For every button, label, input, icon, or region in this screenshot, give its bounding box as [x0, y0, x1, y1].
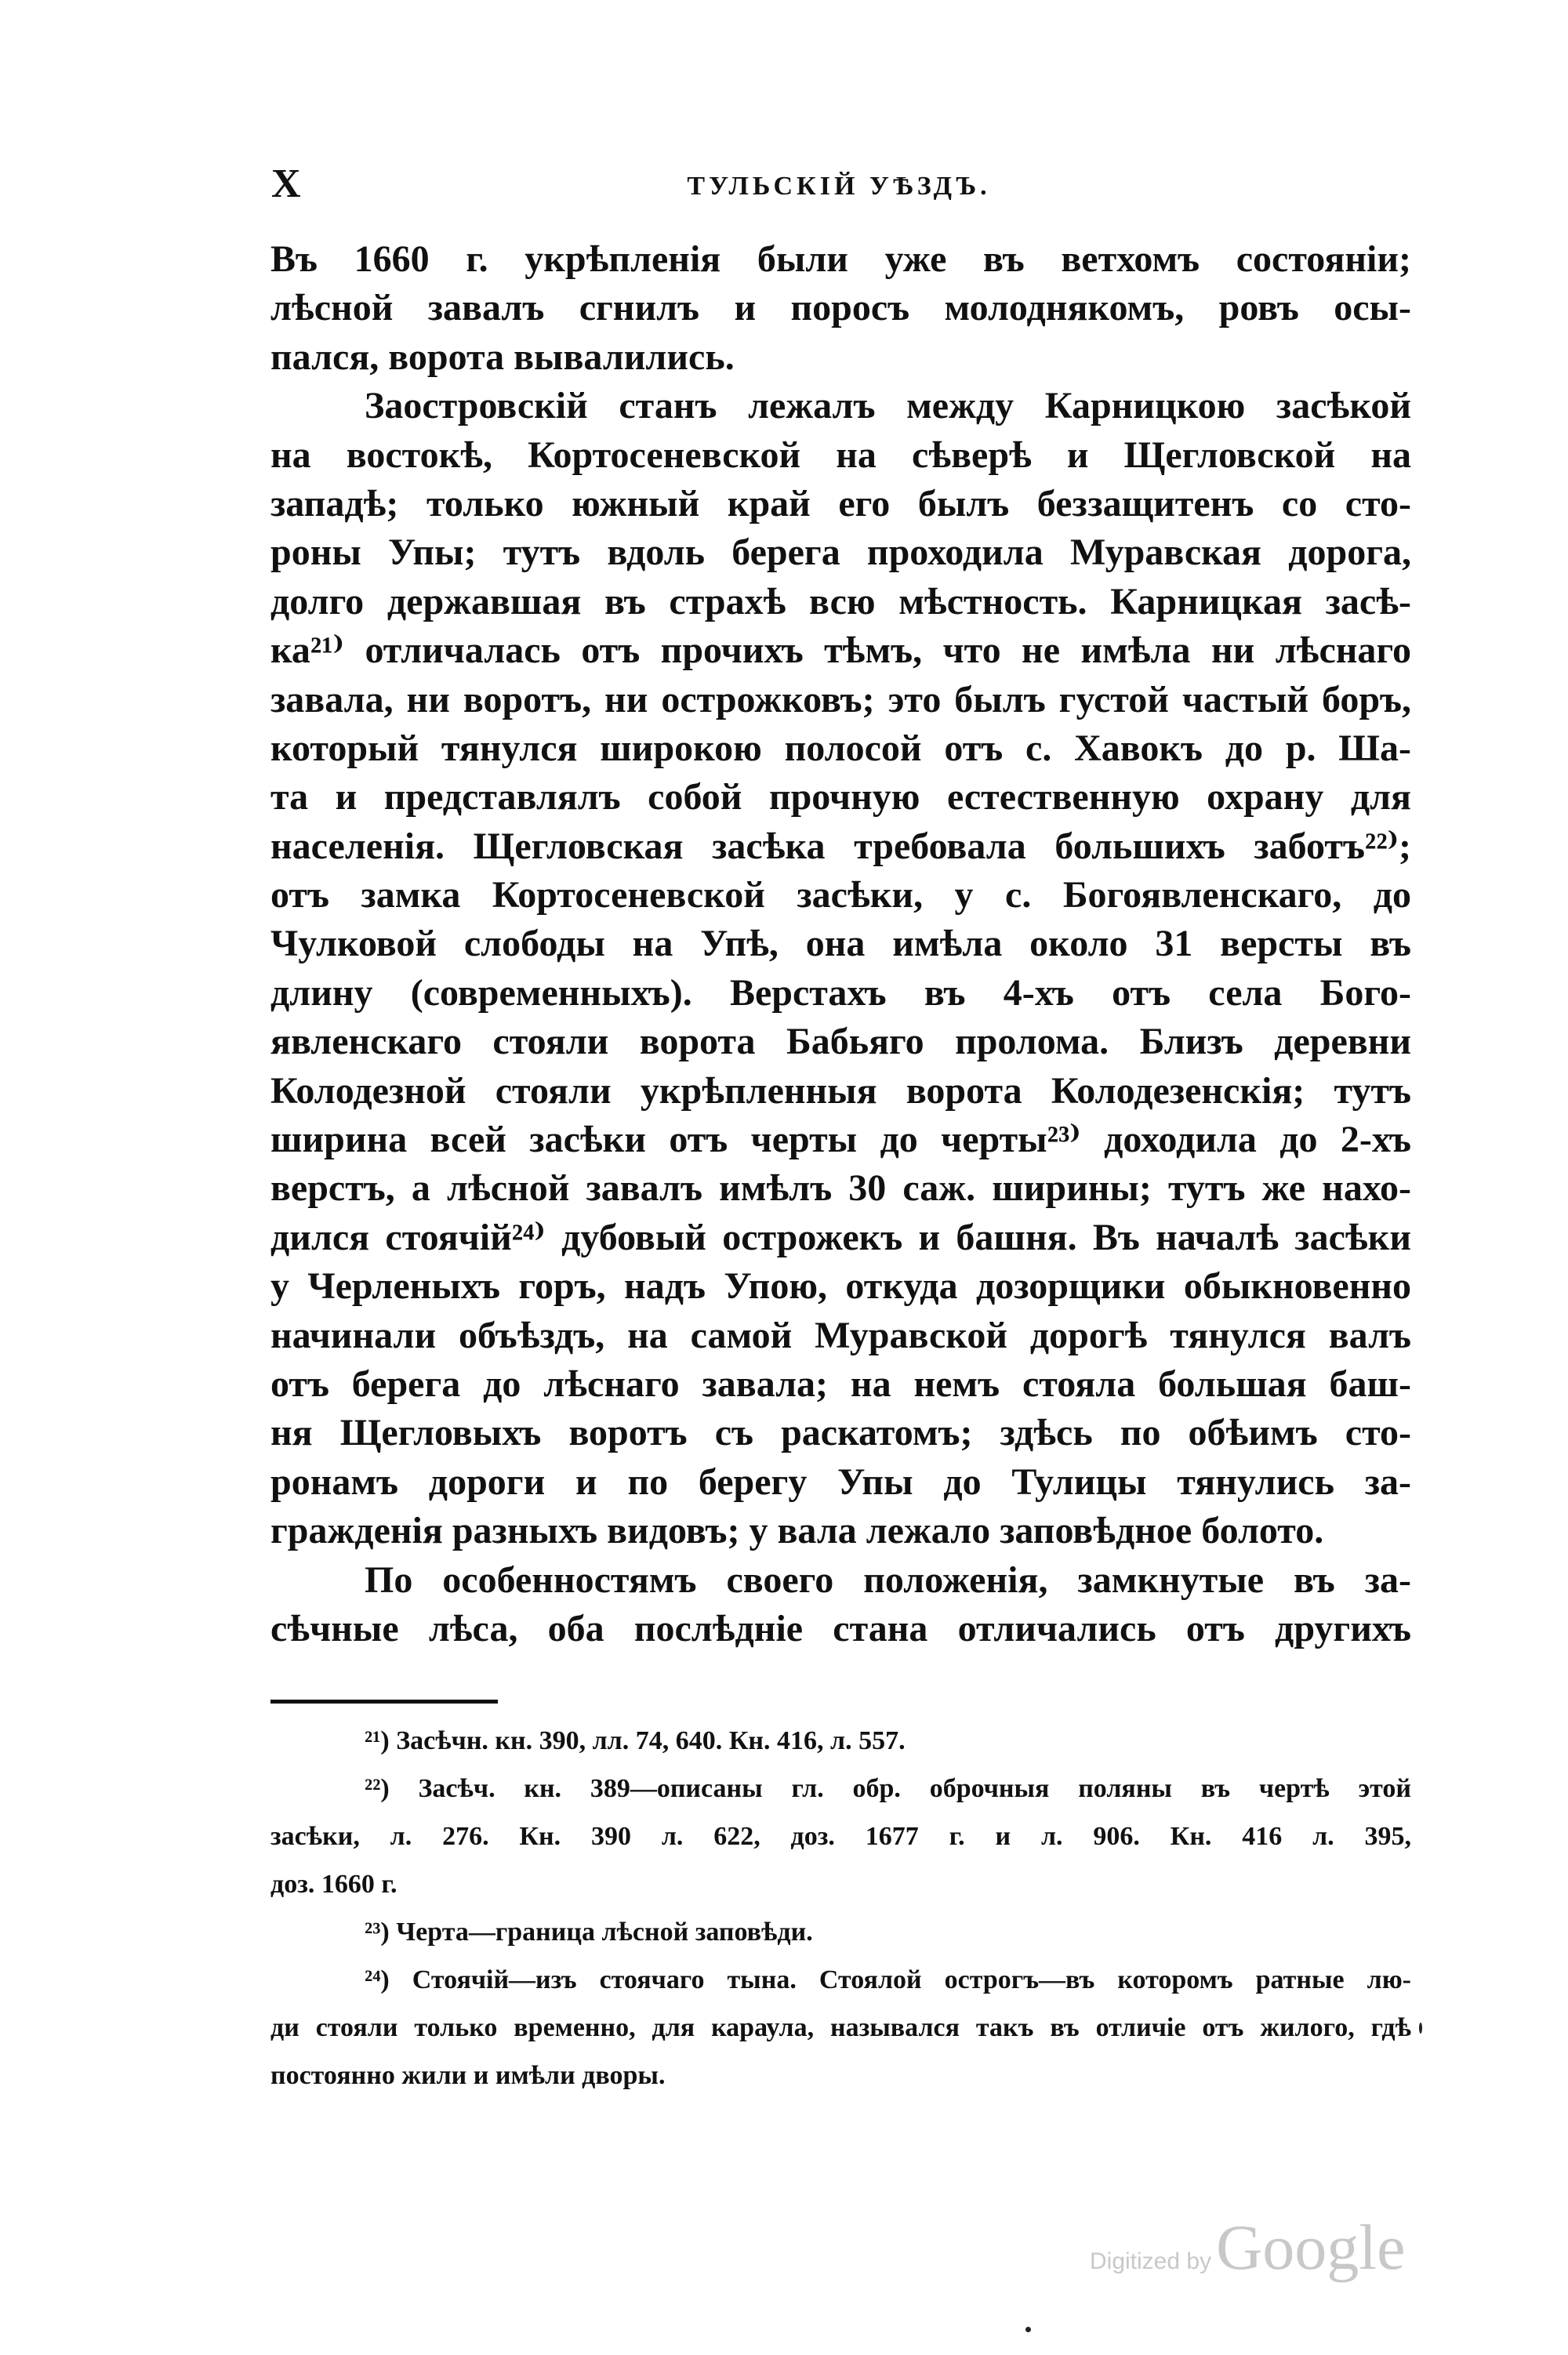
text-line: длину (современныхъ). Верстахъ въ 4-хъ отъ села Бого-	[270, 971, 1411, 1014]
watermark-prefix: Digitized by	[1090, 2248, 1212, 2274]
text-line: отъ берега до лѣснаго завала; на немъ стояла большая баш-	[270, 1363, 1411, 1405]
footnote-rule	[270, 1700, 498, 1704]
footnote-line: ²¹) Засѣчн. кн. 390, лл. 74, 640. Кн. 416, л. 557.	[365, 1726, 906, 1755]
text-line: По особенностямъ своего положенія, замкнутые въ за-	[365, 1559, 1411, 1601]
body-text	[270, 235, 1411, 1653]
text-line: пался, ворота вывалились.	[270, 336, 735, 378]
text-line: дился стоячій²⁴⁾ дубовый острожекъ и башня. Въ началѣ засѣки	[270, 1216, 1411, 1258]
text-line: гражденія разныхъ видовъ; у вала лежало заповѣдное болото.	[270, 1510, 1324, 1552]
digitized-watermark	[1090, 2211, 1419, 2289]
text-line: начинали объѣздъ, на самой Муравской дорогѣ тянулся валъ	[270, 1314, 1411, 1356]
ink-speck	[1419, 2023, 1422, 2034]
text-line: Чулковой слободы на Упѣ, она имѣла около 31 версты въ	[270, 923, 1411, 965]
text-line: на востокѣ, Кортосеневской на сѣверѣ и Щегловской на	[270, 434, 1411, 476]
text-line: завала, ни воротъ, ни острожковъ; это былъ густой частый боръ,	[270, 678, 1411, 720]
text-line: который тянулся широкою полосой отъ с. Хавокъ до р. Ша-	[270, 727, 1411, 769]
text-line: роны Упы; тутъ вдоль берега проходила Муравская дорога,	[270, 532, 1411, 574]
text-line: ширина всей засѣки отъ черты до черты²³⁾ доходила до 2-хъ	[270, 1119, 1411, 1161]
footnotes	[270, 1717, 1411, 2099]
text-line: ка²¹⁾ отличалась отъ прочихъ тѣмъ, что не имѣла ни лѣснаго	[270, 630, 1411, 672]
running-head: ТУЛЬСКІЙ УѢЗДЪ.	[687, 172, 991, 201]
footnote-line: постоянно жили и имѣли дворы.	[270, 2061, 666, 2090]
text-line: Заостровскій станъ лежалъ между Карницкою засѣкой	[365, 385, 1411, 427]
footnote-line: ди стояли только временно, для караула, назывался такъ въ отличіе отъ жилого, гдѣ	[270, 2013, 1411, 2042]
page-number: X	[271, 161, 301, 206]
footnote-line: ²⁴) Стоячій—изъ стоячаго тына. Стоялой острогъ—въ которомъ ратные лю-	[365, 1965, 1411, 1994]
google-logo: Google	[1216, 2212, 1406, 2283]
text-line: сѣчные лѣса, оба послѣдніе стана отличались отъ другихъ	[270, 1607, 1411, 1649]
footnote-line: ²³) Черта—граница лѣсной заповѣди.	[365, 1918, 813, 1947]
text-line: ня Щегловыхъ воротъ съ раскатомъ; здѣсь по обѣимъ сто-	[270, 1412, 1411, 1454]
footnote-line: ²²) Засѣч. кн. 389—описаны гл. обр. оброчныя поляны въ чертѣ этой	[365, 1774, 1411, 1803]
text-line: верстъ, а лѣсной завалъ имѣлъ 30 саж. ширины; тутъ же нахо-	[270, 1167, 1411, 1210]
ink-speck	[1025, 2327, 1031, 2332]
text-line: населенія. Щегловская засѣка требовала большихъ заботъ²²⁾;	[270, 825, 1411, 867]
text-line: явленскаго стояли ворота Бабьяго пролома. Близъ деревни	[270, 1021, 1411, 1063]
text-line: Колодезной стояли укрѣпленныя ворота Колодезенскія; тутъ	[270, 1069, 1411, 1112]
text-line: Въ 1660 г. укрѣпленія были уже въ ветхомъ состояніи;	[270, 238, 1411, 280]
text-line: западѣ; только южный край его былъ беззащитенъ со сто-	[270, 482, 1411, 524]
text-line: отъ замка Кортосеневской засѣки, у с. Богоявленскаго, до	[270, 874, 1411, 916]
text-line: у Черленыхъ горъ, надъ Упою, откуда дозорщики обыкновенно	[270, 1265, 1411, 1308]
text-line: та и представлялъ собой прочную естественную охрану для	[270, 776, 1411, 818]
footnote-line: доз. 1660 г.	[270, 1870, 397, 1899]
footnote-line: засѣки, л. 276. Кн. 390 л. 622, доз. 1677 г. и л. 906. Кн. 416 л. 395,	[270, 1822, 1411, 1851]
text-line: долго державшая въ страхѣ всю мѣстность. Карницкая засѣ-	[270, 580, 1411, 622]
text-line: ронамъ дороги и по берегу Упы до Тулицы тянулись за-	[270, 1461, 1411, 1503]
page-header	[267, 161, 1411, 208]
text-line: лѣсной завалъ сгнилъ и поросъ молоднякомъ, ровъ осы-	[270, 287, 1411, 329]
